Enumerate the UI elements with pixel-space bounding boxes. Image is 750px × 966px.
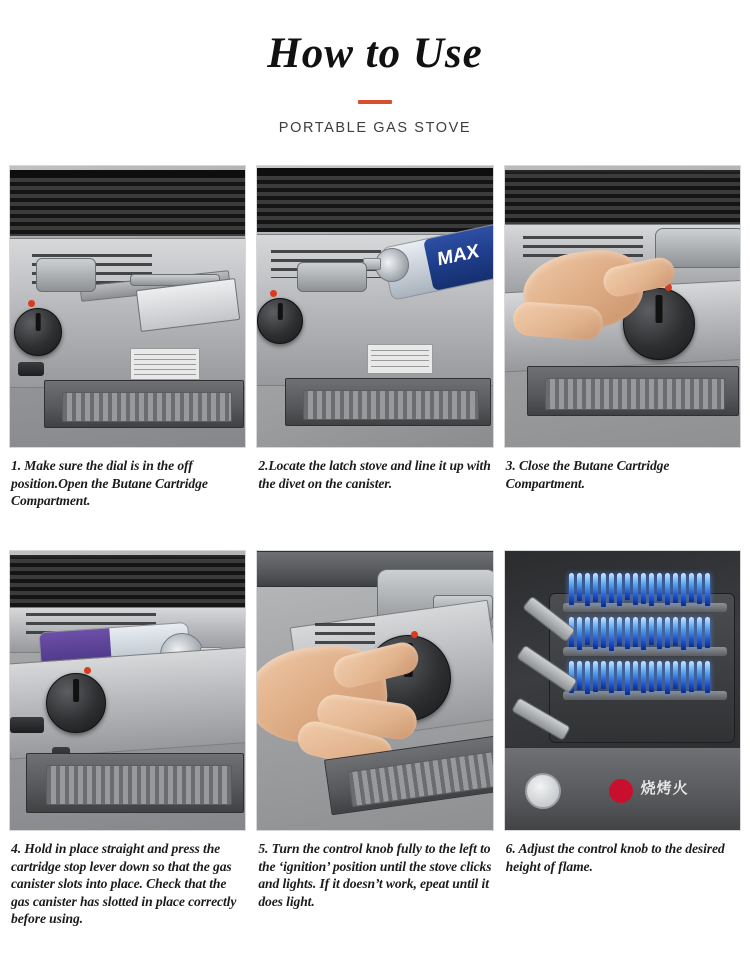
title-divider: [358, 100, 392, 104]
stove-illustration-2: [257, 166, 492, 447]
step-5-caption: 5. Turn the control knob fully to the left to the ‘ignition’ position until the stove clicks and lights. If it doesn’t work, epeat until it does light.: [258, 841, 492, 909]
step-5-image: [256, 550, 493, 831]
page-subtitle: PORTABLE GAS STOVE: [278, 120, 472, 137]
stove-illustration-4: [10, 551, 245, 830]
step-3-caption: 3. Close the Butane Cartridge Compartment.: [505, 458, 670, 491]
burner-badge-text: 烧烤火: [640, 779, 689, 798]
stove-illustration-3: [505, 166, 740, 447]
step-6-caption: 6. Adjust the control knob to the desired height of flame.: [505, 841, 725, 874]
steps-grid-row-1: [0, 165, 750, 521]
step-card-1: [9, 165, 246, 521]
step-card-3: [504, 165, 741, 521]
step-card-5: [256, 550, 493, 939]
step-card-4: [9, 550, 246, 939]
step-4-image: [9, 550, 246, 831]
page-title: How to Use: [267, 30, 483, 77]
stove-illustration-5: [257, 551, 492, 830]
steps-grid-row-2: [0, 550, 750, 939]
step-3-image: [504, 165, 741, 448]
step-6-image: [504, 550, 741, 831]
step-1-image: [9, 165, 246, 448]
step-card-2: [256, 165, 493, 521]
flame-illustration-6: [505, 551, 740, 830]
stove-illustration-1: [10, 166, 245, 447]
step-2-image: [256, 165, 493, 448]
step-4-caption: 4. Hold in place straight and press the cartridge stop lever down so that the gas canister slots into place. Check that the gas canister has slotted in place correctly before using.: [11, 841, 237, 927]
step-card-6: [504, 550, 741, 939]
step-1-caption: 1. Make sure the dial is in the off position.Open the Butane Cartridge Compartment.: [11, 458, 208, 509]
step-2-caption: 2.Locate the latch stove and line it up with the divet on the canister.: [258, 458, 491, 491]
canister-brand-text: MAX: [437, 240, 480, 271]
page-header: [0, 0, 750, 136]
